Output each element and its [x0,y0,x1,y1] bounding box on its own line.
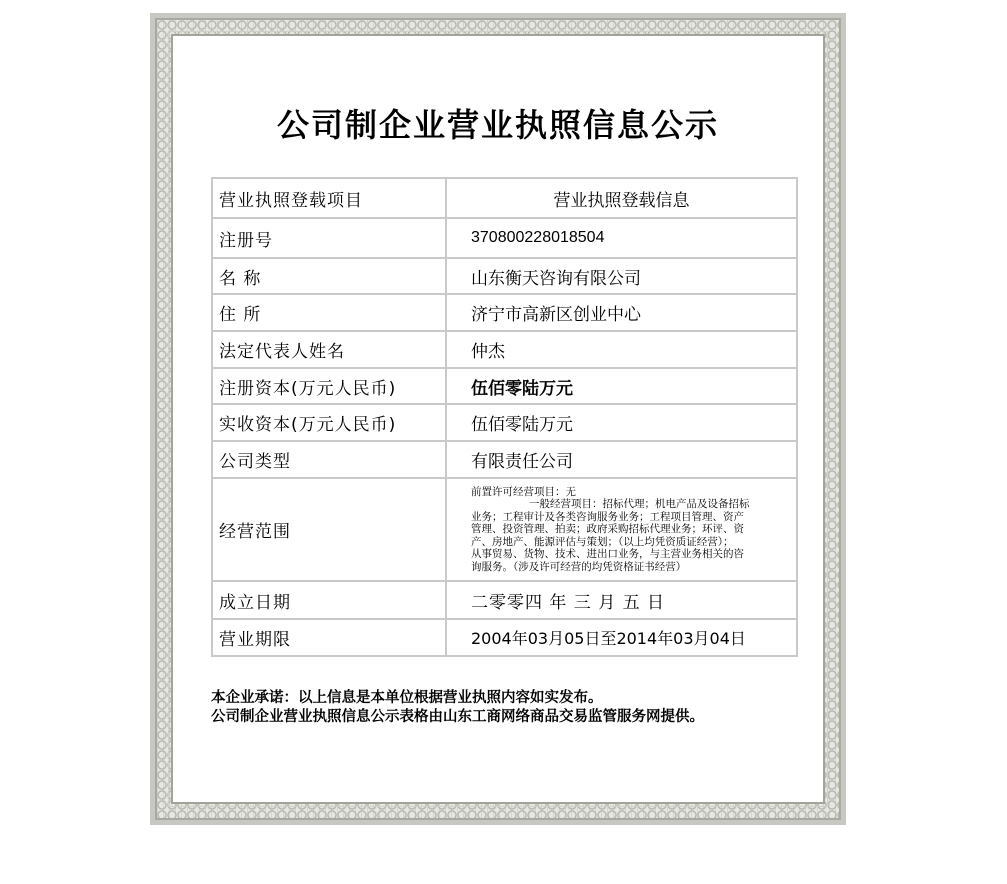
table-row [212,331,797,368]
scope-line: 前置许可经营项目：无 [471,485,576,498]
row-label-legal-representative: 法定代表人姓名 [212,331,446,368]
scope-line: 从事贸易、货物、技术、进出口业务，与主营业务相关的咨 [471,548,744,561]
certificate-frame [150,13,846,825]
row-value-name: 山东衡天咨询有限公司 [446,258,797,294]
document-title: 公司制企业营业执照信息公示 [276,106,719,144]
row-label-established-date: 成立日期 [212,581,446,619]
table-row [212,218,797,258]
footer-notes [211,689,704,727]
row-label-registered-capital: 注册资本(万元人民币) [212,368,446,404]
decorative-border [155,18,841,820]
commitment-note: 本企业承诺：以上信息是本单位根据营业执照内容如实发布。 [211,690,603,706]
scope-line: 产、房地产、能源评估与策划；（以上均凭资质证经营）； [471,535,734,548]
row-value-business-term: 2004年03月05日至2014年03月04日 [446,619,797,656]
table-row [212,404,797,441]
scope-line: 管理、投资管理、拍卖；政府采购招标代理业务；环评、资 [471,523,744,536]
row-value-business-scope [446,478,797,581]
table-row [212,368,797,404]
provider-note: 公司制企业营业执照信息公示表格由山东工商网络商品交易监管服务网提供。 [211,709,704,725]
row-label-address: 住 所 [212,294,446,331]
row-label-registration-number: 注册号 [212,218,446,258]
row-value-paid-in-capital: 伍佰零陆万元 [446,404,797,441]
table-header-row [212,178,797,218]
table-row [212,581,797,619]
header-info-column: 营业执照登载信息 [446,178,797,218]
scope-line-indented [471,498,788,511]
certificate-body [171,34,825,804]
row-value-legal-representative: 仲杰 [446,331,797,368]
row-label-business-term: 营业期限 [212,619,446,656]
row-value-registration-number: 370800228018504 [446,218,797,258]
row-label-name: 名 称 [212,258,446,294]
row-value-address: 济宁市高新区创业中心 [446,294,797,331]
row-label-company-type: 公司类型 [212,441,446,478]
row-label-business-scope: 经营范围 [212,478,446,581]
table-row [212,619,797,656]
table-row [212,258,797,294]
table-row [212,441,797,478]
row-value-registered-capital: 伍佰零陆万元 [446,368,797,404]
table-row [212,478,797,581]
row-value-established-date: 二零零四 年 三 月 五 日 [446,581,797,619]
license-info-table [211,177,798,657]
row-value-company-type: 有限责任公司 [446,441,797,478]
scope-line: 询服务。（涉及许可经营的均凭资格证书经营） [471,560,687,573]
row-label-paid-in-capital: 实收资本(万元人民币) [212,404,446,441]
header-item-column: 营业执照登载项目 [212,178,446,218]
scope-line: 业务；工程审计及各类咨询服务业务；工程项目管理、资产 [471,510,744,523]
scope-line: 一般经营项目：招标代理；机电产品及设备招标 [529,498,750,511]
table-row [212,294,797,331]
